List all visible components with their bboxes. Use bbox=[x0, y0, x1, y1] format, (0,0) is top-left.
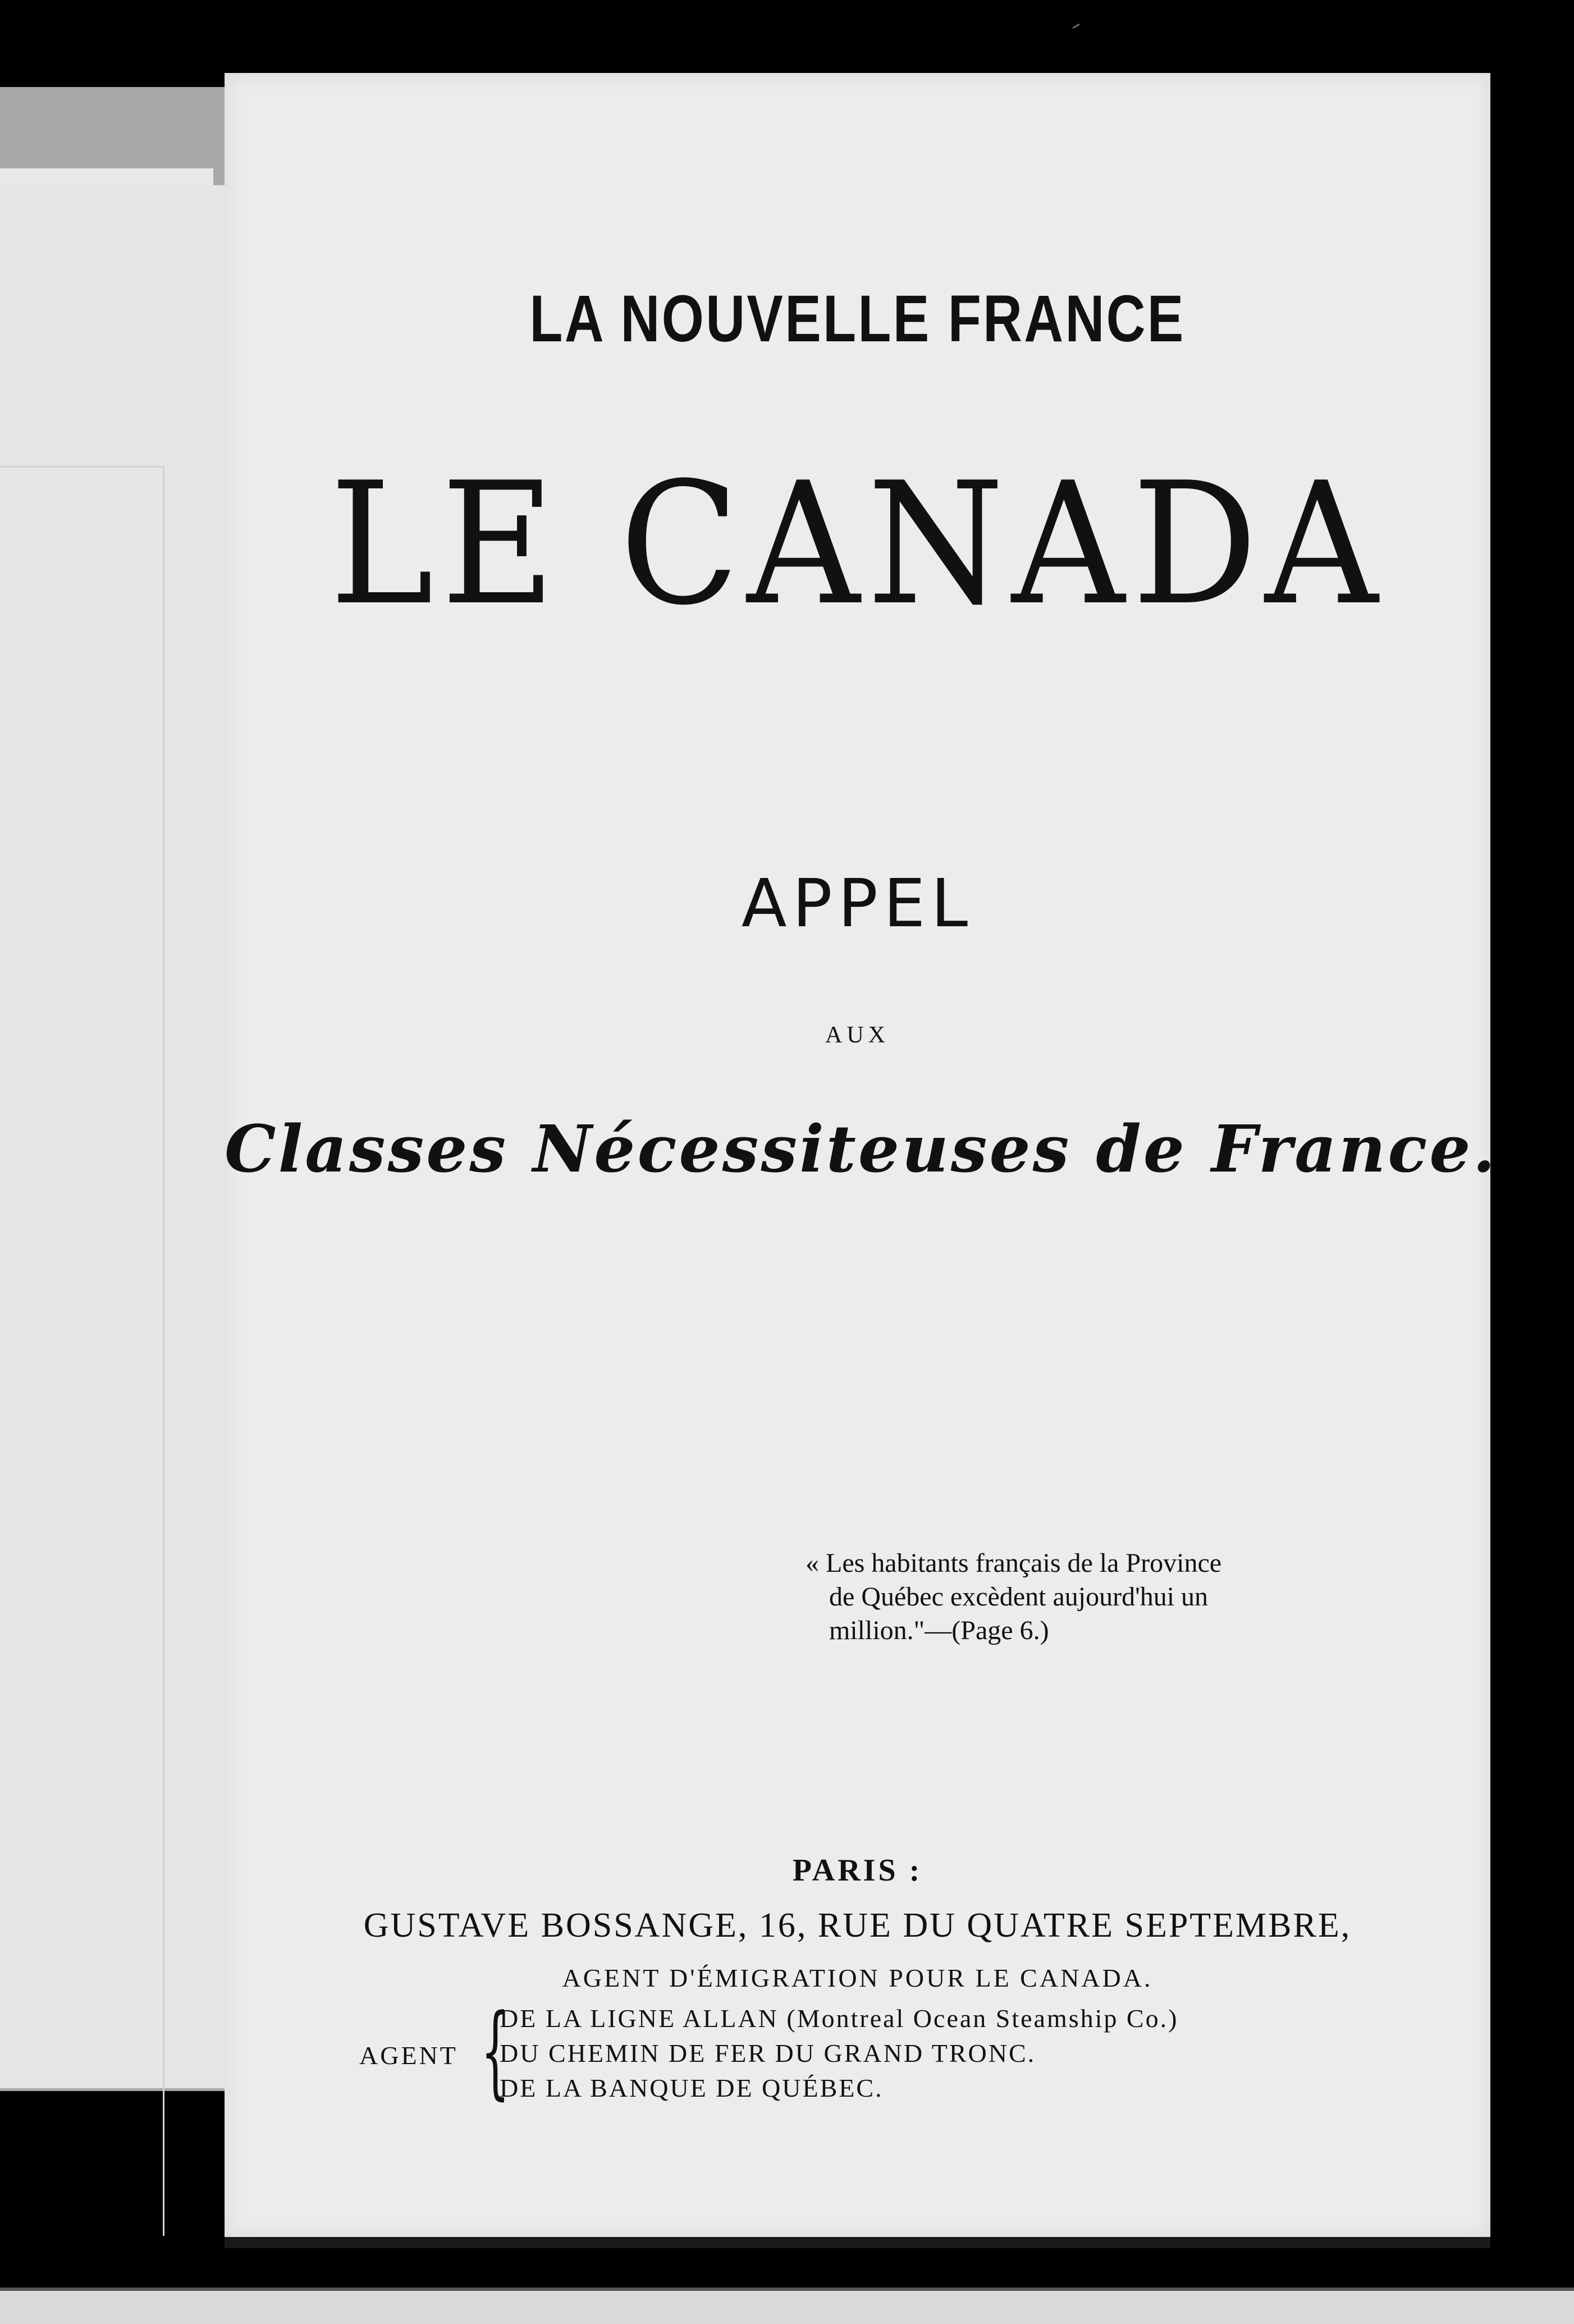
adjacent-page-frame bbox=[0, 466, 164, 2236]
agent-item: DE LA BANQUE DE QUÉBEC. bbox=[500, 2074, 884, 2102]
epigraph-quote bbox=[806, 1547, 1367, 1648]
subtitle: Classes Nécessiteuses de France. bbox=[225, 1111, 1498, 1187]
quote-line: million."—(Page 6.) bbox=[829, 1616, 1049, 1645]
agent-label: AGENT bbox=[359, 2041, 458, 2070]
next-page-strip bbox=[0, 2288, 1574, 2324]
brace-glyph: { bbox=[481, 1993, 510, 2110]
page-edge bbox=[225, 2237, 1490, 2248]
appeal-title: APPEL bbox=[741, 864, 974, 942]
agent-item: DE LA LIGNE ALLAN (Montreal Ocean Steamship Co.) bbox=[500, 2004, 1179, 2033]
quote-line: « Les habitants français de la Province bbox=[806, 1548, 1222, 1578]
main-title: LE CANADA bbox=[330, 446, 1385, 642]
connector-word: AUX bbox=[825, 1022, 890, 1048]
imprint-agent-line: AGENT D'ÉMIGRATION POUR LE CANADA. bbox=[562, 1964, 1153, 1992]
strip-divider bbox=[0, 2288, 1574, 2291]
agent-item: DU CHEMIN DE FER DU GRAND TRONC. bbox=[500, 2039, 1036, 2067]
heading: LA NOUVELLE FRANCE bbox=[529, 282, 1186, 356]
imprint-publisher: GUSTAVE BOSSANGE, 16, RUE DU QUATRE SEPTEMBRE, bbox=[363, 1906, 1352, 1945]
imprint-city: PARIS : bbox=[792, 1853, 923, 1888]
adjacent-page bbox=[0, 185, 236, 2088]
agent-list bbox=[359, 1993, 1426, 2113]
quote-line: de Québec excèdent aujourd'hui un bbox=[829, 1582, 1209, 1612]
agent-items bbox=[500, 2001, 1178, 2106]
title-page bbox=[225, 73, 1498, 2237]
scan-mark bbox=[1072, 24, 1080, 29]
